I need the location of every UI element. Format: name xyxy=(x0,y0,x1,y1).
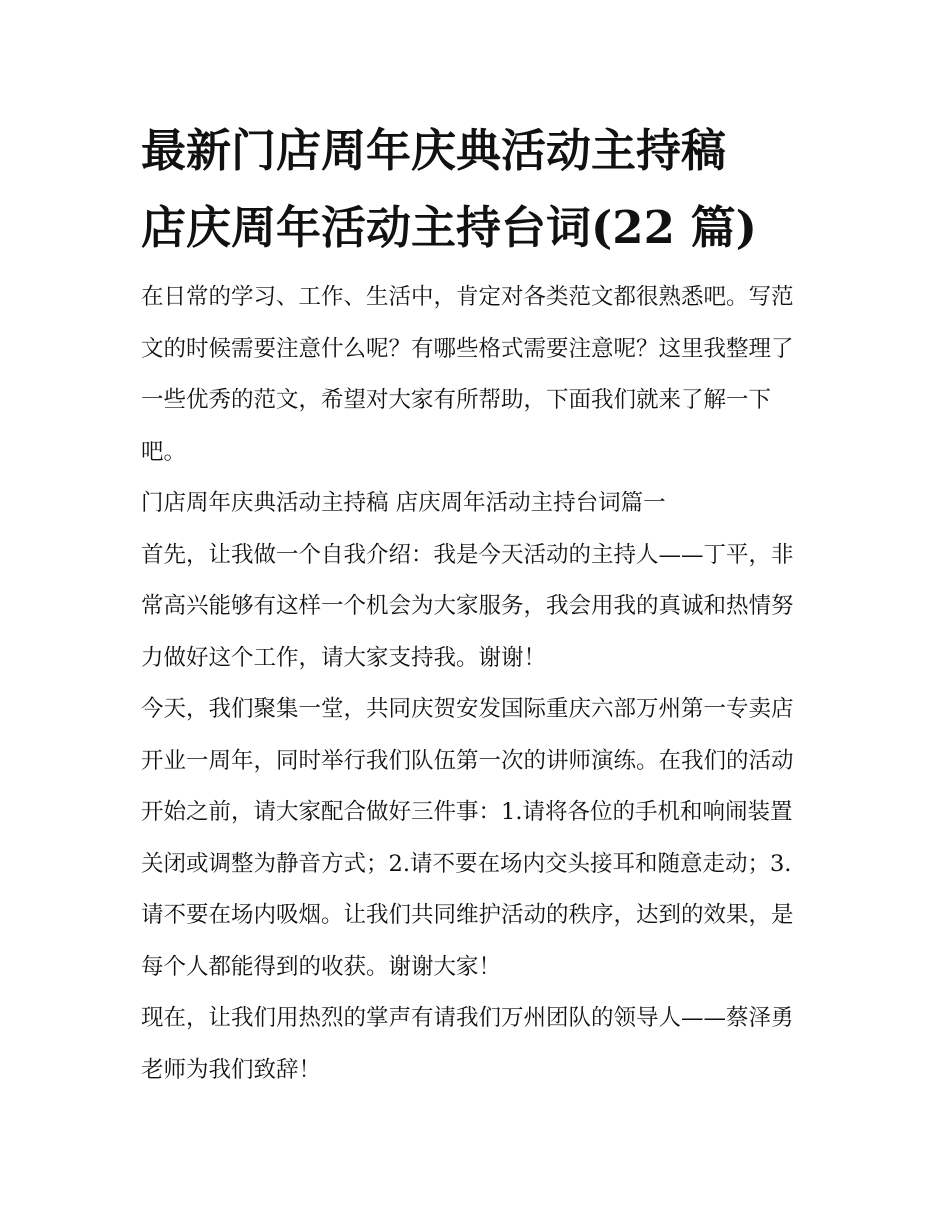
title-line-1: 最新门店周年庆典活动主持稿 xyxy=(141,124,727,177)
body-paragraph: 首先，让我做一个自我介绍：我是今天活动的主持人——丁平，非常高兴能够有这样一个机会为大家服务，我会用我的真诚和热情努力做好这个工作，请大家支持我。谢谢！ xyxy=(141,541,794,671)
document-body xyxy=(141,272,813,1096)
body-paragraph: 今天，我们聚集一堂，共同庆贺安发国际重庆六部万州第一专卖店开业一周年，同时举行我们队伍第一次的讲师演练。在我们的活动开始之前，请大家配合做好三件事：1.请将各位的手机和响闹装置关闭或调整为静音方式；2.请不要在场内交头接耳和随意走动；3.请不要在场内吸烟。让我们共同维护活动的秩序，达到的效果，是每个人都能得到的收获。谢谢大家！ xyxy=(141,696,794,980)
body-paragraph: 现在，让我们用热烈的掌声有请我们万州团队的领导人——蔡泽勇老师为我们致辞！ xyxy=(141,1005,794,1083)
section-heading: 门店周年庆典活动主持稿 店庆周年活动主持台词篇一 xyxy=(141,490,666,516)
intro-paragraph: 在日常的学习、工作、生活中，肯定对各类范文都很熟悉吧。写范文的时候需要注意什么呢？有哪些格式需要注意呢？这里我整理了一些优秀的范文，希望对大家有所帮助，下面我们就来了解一下吧。 xyxy=(141,284,794,465)
document-title xyxy=(141,112,813,266)
document-content xyxy=(141,112,813,1096)
title-line-2: 店庆周年活动主持台词(22 篇) xyxy=(141,201,757,254)
